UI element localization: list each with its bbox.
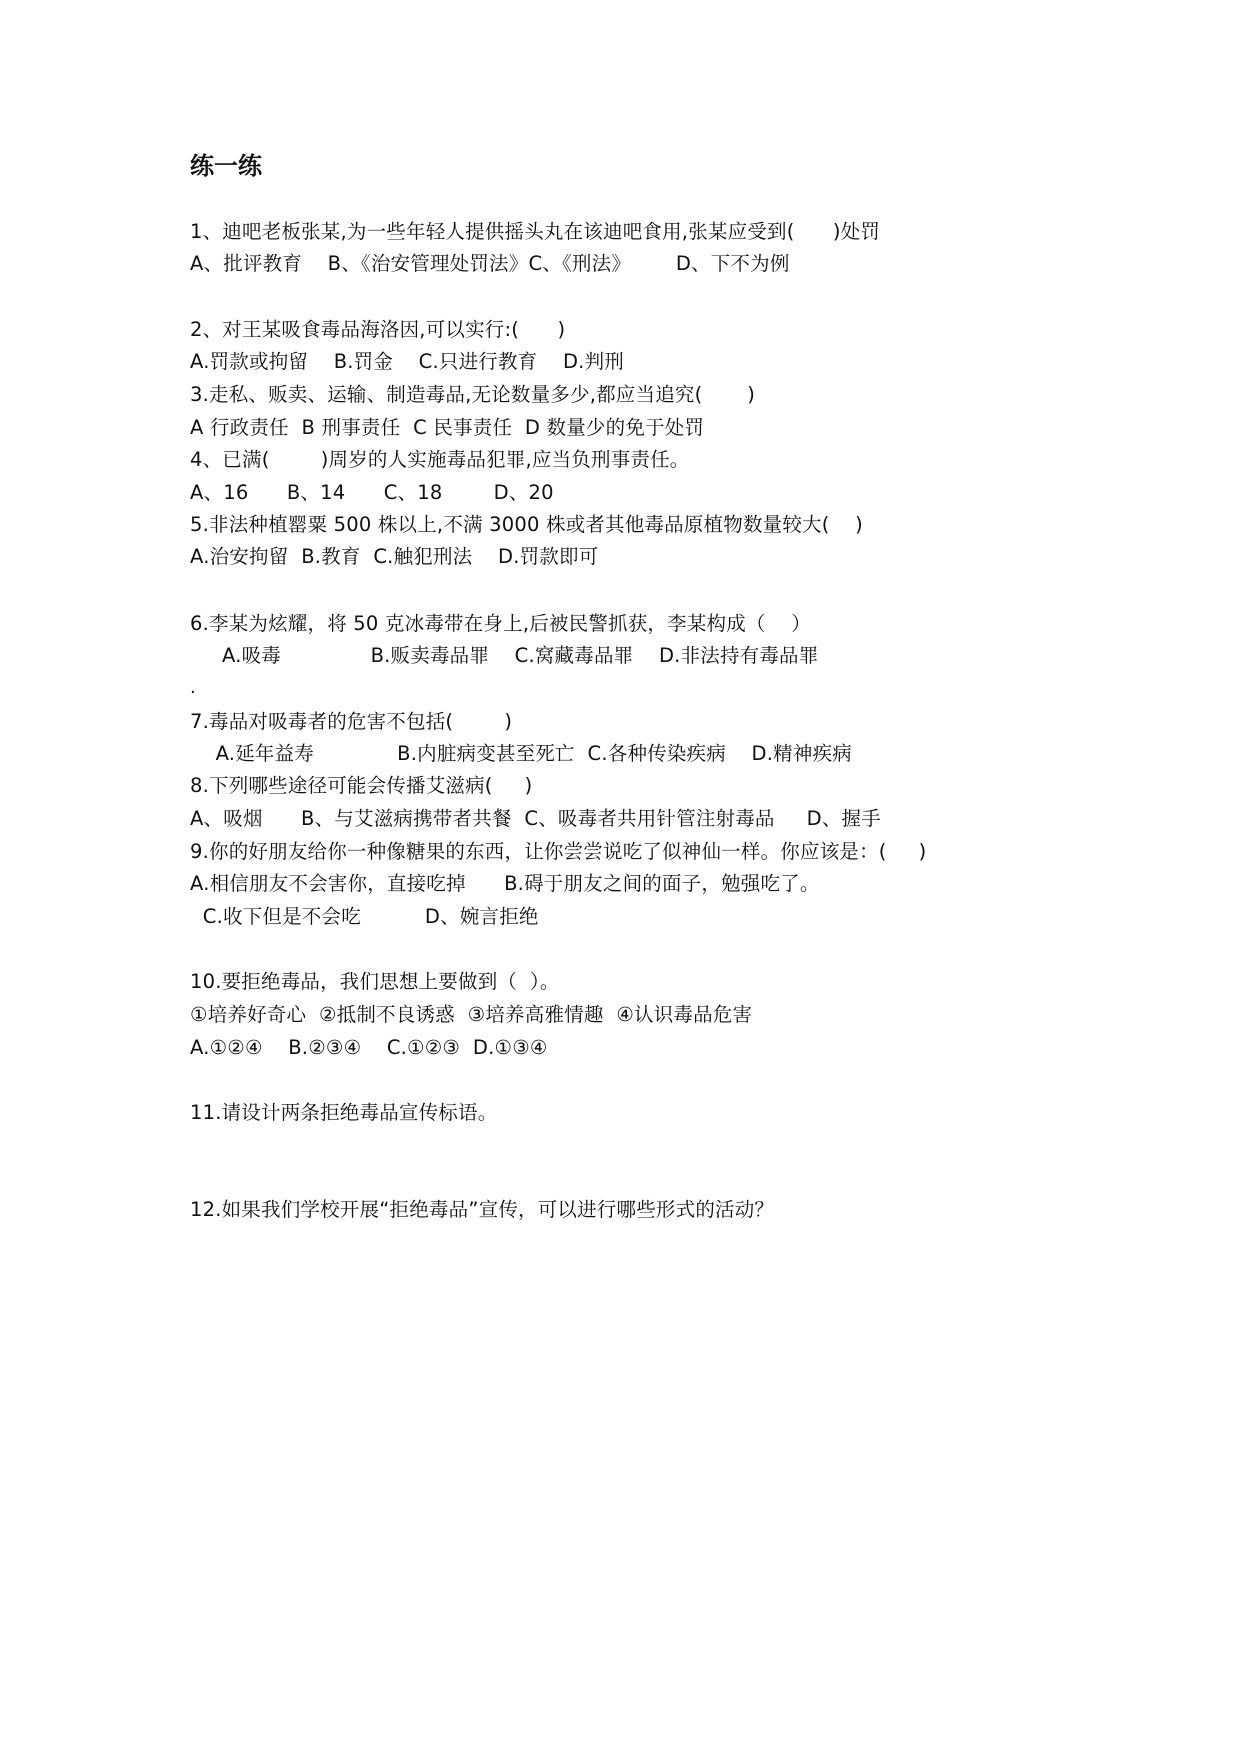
question-4-options: A、16 B、14 C、18 D、20 <box>190 481 554 504</box>
question-3-options: A 行政责任 B 刑事责任 C 民事责任 D 数量少的免于处罚 <box>190 416 705 439</box>
question-10-items: ①培养好奇心 ②抵制不良诱惑 ③培养高雅情趣 ④认识毒品危害 <box>190 1003 753 1026</box>
question-9-stem: 9.你的好朋友给你一种像糖果的东西，让你尝尝说吃了似神仙一样。你应该是：( ) <box>190 840 927 863</box>
question-1-options: A、批评教育 B、《治安管理处罚法》C、《刑法》 D、下不为例 <box>190 252 790 275</box>
question-7-options: A.延年益寿 B.内脏病变甚至死亡 C.各种传染疾病 D.精神疾病 <box>190 742 852 765</box>
question-9-options-line1: A.相信朋友不会害你，直接吃掉 B.碍于朋友之间的面子，勉强吃了。 <box>190 872 820 895</box>
question-7-stem: 7.毒品对吸毒者的危害不包括( ) <box>190 710 513 733</box>
question-8-options: A、吸烟 B、与艾滋病携带者共餐 C、吸毒者共用针管注射毒品 D、握手 <box>190 807 881 830</box>
question-1-stem: 1、迪吧老板张某,为一些年轻人提供摇头丸在该迪吧食用,张某应受到( )处罚 <box>190 220 881 243</box>
question-5-options: A.治安拘留 B.教育 C.触犯刑法 D.罚款即可 <box>190 545 599 568</box>
question-3-stem: 3.走私、贩卖、运输、制造毒品,无论数量多少,都应当追究( ) <box>190 383 756 406</box>
question-5-stem: 5.非法种植罂粟 500 株以上,不满 3000 株或者其他毒品原植物数量较大( ) <box>190 513 863 536</box>
question-10-options: A.①②④ B.②③④ C.①②③ D.①③④ <box>190 1036 548 1059</box>
question-2-options: A.罚款或拘留 B.罚金 C.只进行教育 D.判刑 <box>190 350 624 373</box>
stray-mark: . <box>190 677 196 698</box>
question-6-options: A.吸毒 B.贩卖毒品罪 C.窝藏毒品罪 D.非法持有毒品罪 <box>190 644 819 667</box>
question-12-stem: 12.如果我们学校开展“拒绝毒品”宣传，可以进行哪些形式的活动？ <box>190 1198 775 1221</box>
question-2-stem: 2、对王某吸食毒品海洛因,可以实行:( ) <box>190 318 566 341</box>
question-6-stem: 6.李某为炫耀，将 50 克冰毒带在身上,后被民警抓获，李某构成（ ） <box>190 612 811 635</box>
question-4-stem: 4、已满( )周岁的人实施毒品犯罪,应当负刑事责任。 <box>190 448 690 471</box>
question-10-stem: 10.要拒绝毒品，我们思想上要做到（ ）。 <box>190 970 560 993</box>
question-9-options-line2: C.收下但是不会吃 D、婉言拒绝 <box>190 905 539 928</box>
question-11-stem: 11.请设计两条拒绝毒品宣传标语。 <box>190 1101 498 1124</box>
question-8-stem: 8.下列哪些途径可能会传播艾滋病( ) <box>190 774 533 797</box>
page-title: 练一练 <box>190 152 262 180</box>
